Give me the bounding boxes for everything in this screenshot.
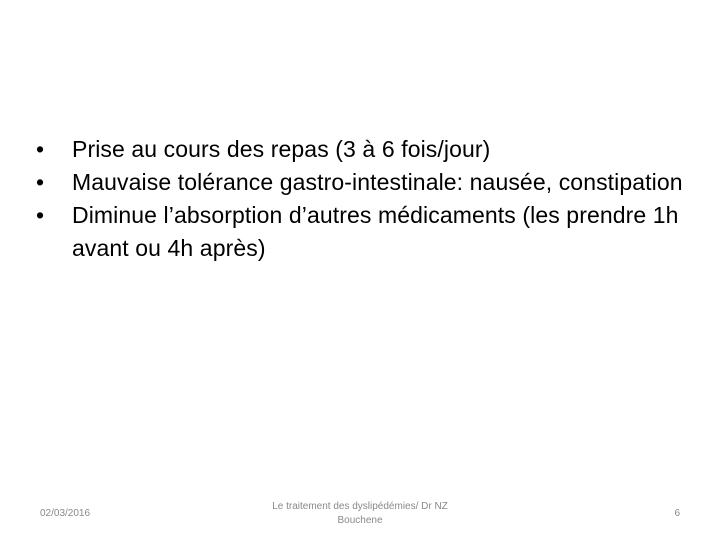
- bullet-icon: •: [36, 202, 45, 228]
- footer-date: 02/03/2016: [40, 508, 91, 519]
- bullet-text: Diminue l’absorption d’autres médicaments (les prendre 1h avant ou 4h après): [72, 202, 679, 261]
- bullet-text: Prise au cours des repas (3 à 6 fois/jour): [72, 136, 491, 162]
- bullet-item-drug-absorption: [36, 199, 696, 265]
- bullet-icon: •: [36, 169, 45, 195]
- bullet-icon: •: [36, 136, 45, 162]
- bullet-list: [36, 133, 696, 265]
- bullet-item-gi-tolerance: [36, 166, 696, 199]
- bullet-text: Mauvaise tolérance gastro-intestinale: nausée, constipation: [72, 169, 683, 195]
- page-number: 6: [674, 508, 680, 519]
- bullet-item-meal-timing: [36, 133, 696, 166]
- footer-title: Le traitement des dyslipédémies/ Dr NZ Bouchene: [272, 501, 448, 526]
